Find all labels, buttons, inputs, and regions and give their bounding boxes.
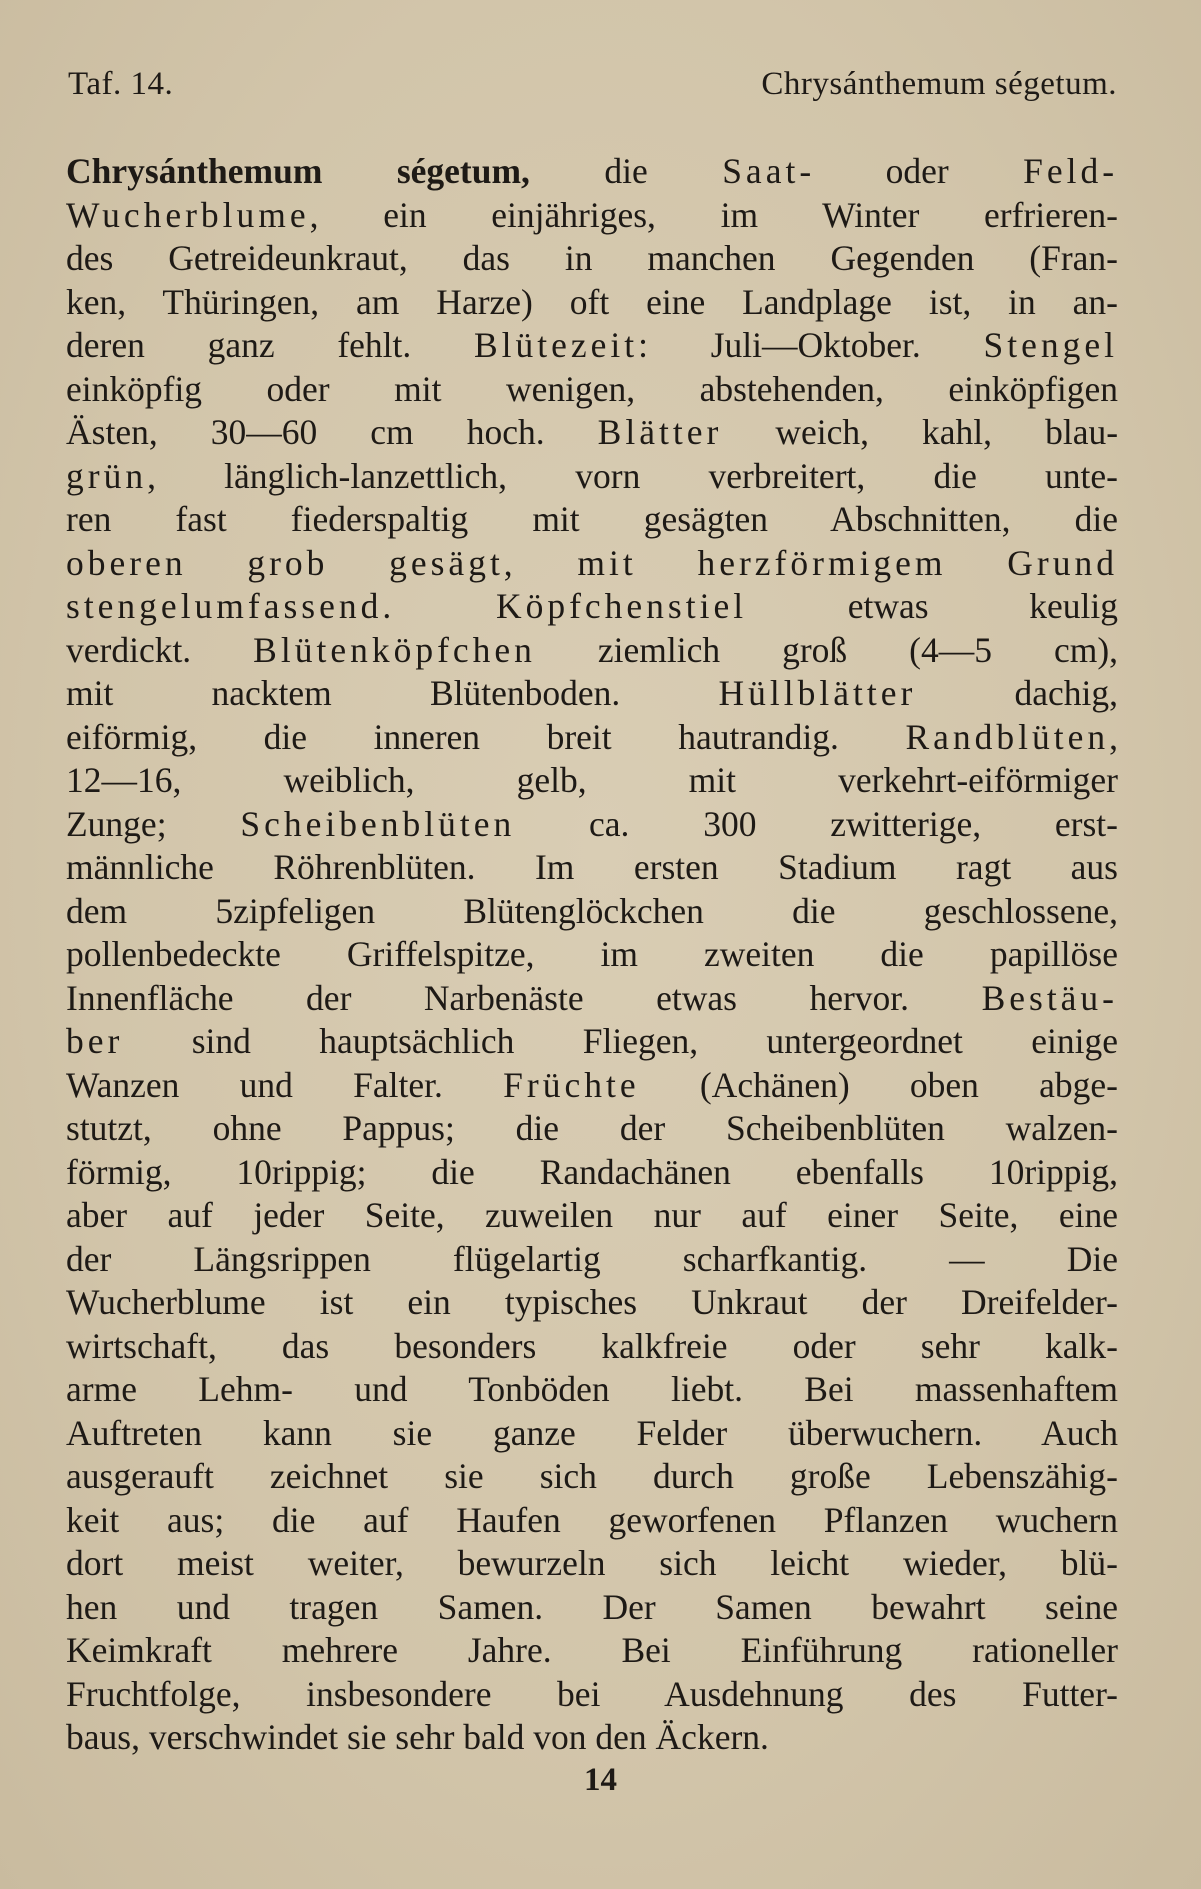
text-line: Zunge; Scheibenblüten ca. 300 zwitterige, erst- bbox=[66, 803, 1118, 844]
spaced-term: Blütezeit bbox=[473, 325, 639, 365]
spaced-term: Früchte bbox=[503, 1064, 640, 1105]
text-line: Fruchtfolge, insbesondere bei Ausdehnung des Futter- bbox=[66, 1673, 1118, 1714]
text-line: Wucherblume, ein einjähriges, im Winter erfrieren- bbox=[66, 194, 1118, 235]
text-line: Innenfläche der Narbenäste etwas hervor. Bestäu- bbox=[66, 977, 1119, 1018]
spaced-term: stengelumfassend. bbox=[66, 586, 396, 626]
text-line: 12—16, weiblich, gelb, mit verkehrt-eiförmiger bbox=[66, 760, 1118, 800]
text-line: keit aus; die auf Haufen geworfenen Pflanzen wuchern bbox=[66, 1499, 1118, 1540]
text-line: stutzt, ohne Pappus; die der Scheibenblüten walzen- bbox=[66, 1108, 1118, 1148]
text-line: oberen grob gesägt, mit herzförmigem Grund bbox=[66, 542, 1118, 583]
text-line: förmig, 10rippig; die Randachänen ebenfalls 10rippig, bbox=[66, 1151, 1118, 1192]
spaced-term: Randblüten bbox=[905, 716, 1110, 757]
text-line: stengelumfassend. Köpfchenstiel etwas keulig bbox=[66, 586, 1119, 626]
text-line: Auftreten kann sie ganze Felder überwuchern. Auch bbox=[66, 1412, 1118, 1453]
text-line: pollenbedeckte Griffelspitze, im zweiten die papillöse bbox=[66, 934, 1118, 974]
text-line: wirtschaft, das besonders kalkfreie oder sehr kalk- bbox=[66, 1325, 1118, 1366]
spaced-term: Scheibenblüten bbox=[240, 803, 516, 844]
text-line: arme Lehm- und Tonböden liebt. Bei massenhaftem bbox=[66, 1369, 1118, 1409]
text-line: eiförmig, die inneren breit hautrandig. Randblüten, bbox=[66, 716, 1118, 757]
running-head bbox=[68, 66, 1117, 103]
text-line: hen und tragen Samen. Der Samen bewahrt seine bbox=[66, 1586, 1118, 1627]
text-line: des Getreideunkraut, das in manchen Gegenden (Fran- bbox=[66, 238, 1118, 278]
text-line: männliche Röhrenblüten. Im ersten Stadium ragt aus bbox=[66, 847, 1118, 887]
text-line: baus, verschwindet sie sehr bald von den Äckern. bbox=[66, 1717, 769, 1757]
species-title: Chrysánthemum ségetum. bbox=[761, 66, 1117, 102]
spaced-term: Feld- bbox=[1023, 151, 1119, 191]
spaced-term: Blätter bbox=[597, 412, 723, 452]
text-line: deren ganz fehlt. Blütezeit: Juli—Oktober. Stengel bbox=[66, 325, 1118, 365]
text-line: Wucherblume ist ein typisches Unkraut der Dreifelder- bbox=[66, 1282, 1118, 1322]
text-line: Ästen, 30—60 cm hoch. Blätter weich, kahl, blau- bbox=[66, 412, 1119, 452]
text-line: aber auf jeder Seite, zuweilen nur auf einer Seite, eine bbox=[66, 1195, 1118, 1235]
spaced-term: Hüllblätter bbox=[718, 673, 917, 713]
text-line: ausgerauft zeichnet sie sich durch große Lebenszähig- bbox=[66, 1456, 1118, 1496]
text-line: Chrysánthemum ségetum, die Saat- oder Feld- bbox=[66, 151, 1119, 191]
spaced-term: Stengel bbox=[983, 325, 1118, 365]
text-line: ken, Thüringen, am Harze) oft eine Landplage ist, in an- bbox=[66, 281, 1118, 322]
spaced-term: Saat bbox=[722, 151, 800, 191]
text-line: der Längsrippen flügelartig scharfkantig. — Die bbox=[66, 1238, 1118, 1279]
spaced-term: Bestäu- bbox=[981, 977, 1119, 1018]
plate-number: Taf. 14. bbox=[68, 66, 174, 102]
text-line: einköpfig oder mit wenigen, abstehenden, einköpfigen bbox=[66, 368, 1118, 409]
text-line: dort meist weiter, bewurzeln sich leicht wieder, blü- bbox=[66, 1543, 1118, 1583]
species-name: Chrysánthemum ségetum, bbox=[66, 151, 530, 191]
spaced-term: grün bbox=[66, 455, 148, 496]
spaced-term: ber bbox=[66, 1021, 124, 1061]
text-line: dem 5zipfeligen Blütenglöckchen die geschlossene, bbox=[66, 890, 1118, 931]
spaced-term: Köpfchenstiel bbox=[495, 586, 748, 626]
text-line: Wanzen und Falter. Früchte (Achänen) oben abge- bbox=[66, 1064, 1118, 1105]
text-line: ren fast fiederspaltig mit gesägten Abschnitten, die bbox=[66, 499, 1118, 539]
page-number: 14 bbox=[584, 1762, 617, 1798]
text-line: mit nacktem Blütenboden. Hüllblätter dachig, bbox=[66, 673, 1118, 713]
spaced-term: Blütenköpfchen bbox=[253, 629, 536, 670]
text-line: grün, länglich-lanzettlich, vorn verbreitert, die unte- bbox=[66, 455, 1118, 496]
spaced-term: Wucherblume bbox=[66, 194, 310, 235]
text-line: verdickt. Blütenköpfchen ziemlich groß (4—5 cm), bbox=[66, 629, 1119, 670]
text-line: Keimkraft mehrere Jahre. Bei Einführung rationeller bbox=[66, 1630, 1118, 1670]
text-line: ber sind hauptsächlich Fliegen, untergeordnet einige bbox=[66, 1021, 1118, 1061]
body-text bbox=[66, 150, 1118, 1760]
